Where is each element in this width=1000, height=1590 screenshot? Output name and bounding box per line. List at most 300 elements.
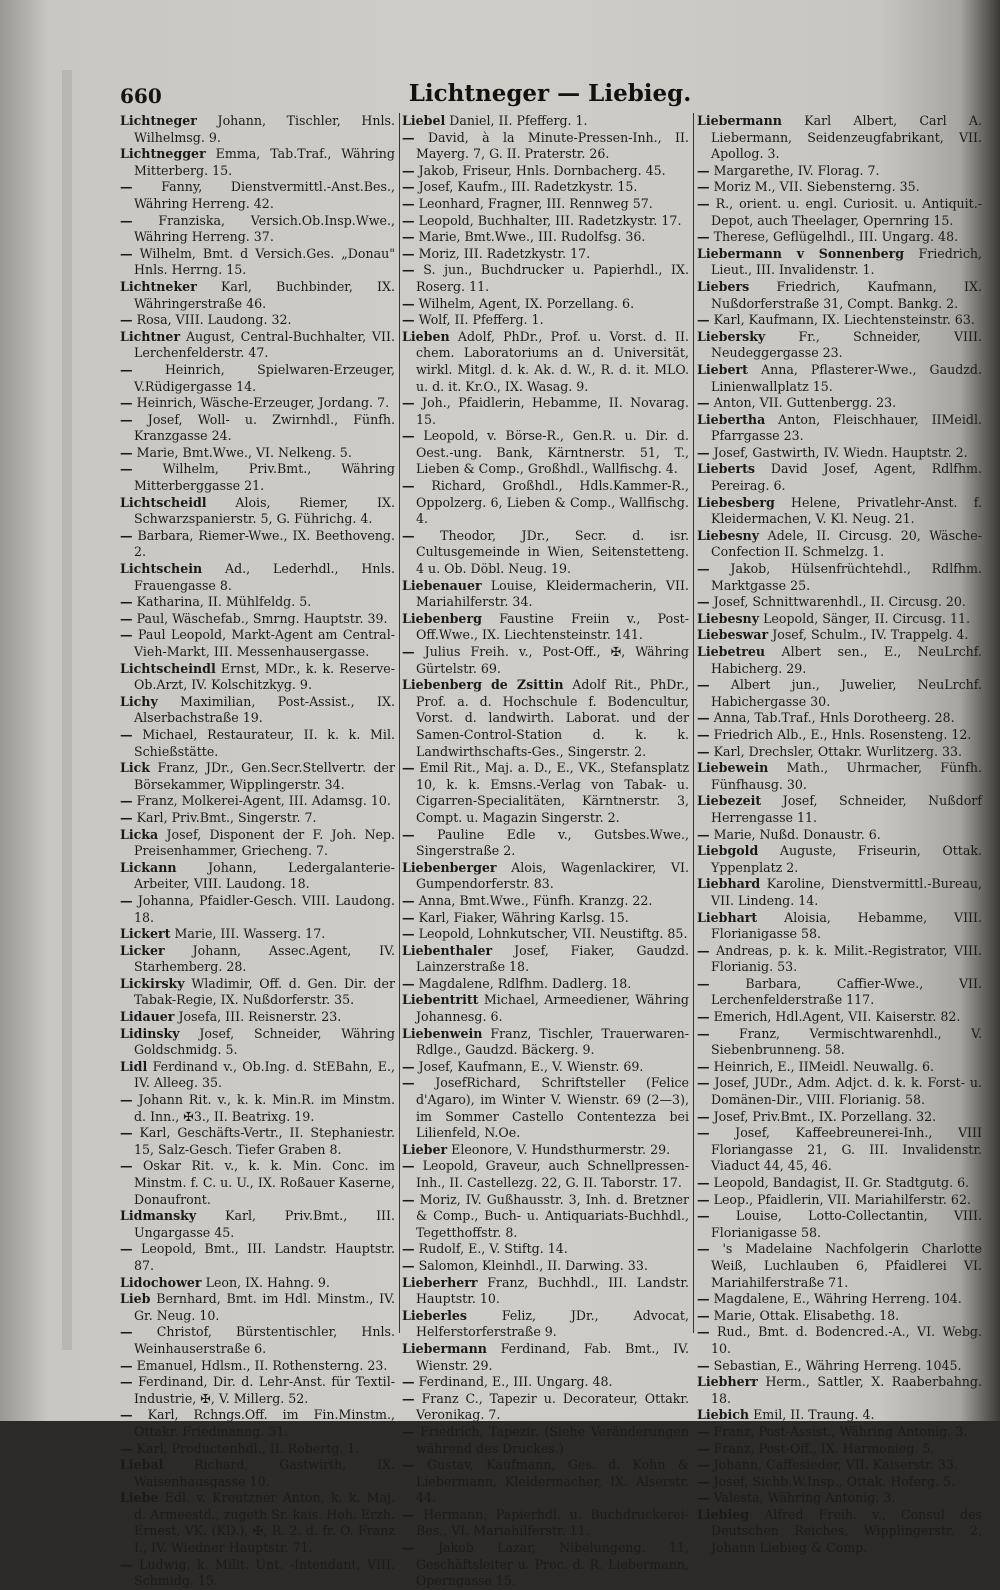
entry-details: Johann, Tischler, Hnls. Wilhelmsg. 9. (134, 113, 395, 145)
entry-name: Liebermann (697, 113, 782, 128)
directory-entry (120, 528, 395, 561)
entry-details: Franziska, Versich.Ob.Insp.Wwe., Währing Herreng. 37. (134, 212, 395, 245)
directory-entry (120, 727, 395, 760)
directory-entry (402, 578, 689, 611)
directory-entry (120, 312, 395, 329)
directory-entry (697, 1407, 982, 1424)
entry-name: Lickert (120, 926, 171, 942)
entry-name: Lieberherr (402, 1274, 478, 1290)
entry-details: Friedrich Alb., E., Hnls. Rosensteng. 12. (713, 726, 972, 742)
directory-entry (697, 1241, 982, 1291)
entry-name: — (402, 1241, 415, 1257)
directory-entry (697, 1026, 982, 1059)
entry-name: Liebal (120, 1457, 164, 1473)
entry-name: Licka (120, 826, 159, 842)
entry-name: Lieben (402, 328, 450, 344)
entry-details: Leopold, Sänger, II. Circusg. 11. (763, 610, 970, 626)
entry-details: Johann, Caffesieder, VII. Kaiserstr. 33. (713, 1457, 958, 1473)
entry-name: Lichtneger (120, 113, 197, 128)
entry-details: Anna, Tab.Traf., Hnls Dorotheerg. 28. (713, 710, 955, 726)
entry-name: Lichtner (120, 328, 181, 344)
entry-details: Heinrich, Spielwaren-Erzeuger, V.Rüdigergasse 14. (134, 361, 395, 394)
entry-details: Josefa, III. Reisnerstr. 23. (178, 1009, 342, 1025)
entry-details: Josef, Sichb.W.Insp., Ottak. Hoferg. 5. (713, 1473, 955, 1489)
directory-entry (402, 827, 689, 860)
directory-entry (120, 1026, 395, 1059)
entry-name: — (697, 179, 710, 195)
entry-details: Gustav, Kaufmann, Ges. d. Kohn & Liebermann, Kleidermacher, IX. Alserstr. 44. (416, 1457, 689, 1506)
entry-name: — (120, 1092, 133, 1108)
directory-entry (402, 1391, 689, 1424)
entry-details: Josef, Kaffeebreunerei-Inh., VIII Floriangasse 21, G. III. Invalidenstr. Viaduct 44, 45, 46. (711, 1125, 982, 1174)
entry-name: — (697, 726, 710, 742)
entry-details: Leopold, Bmt., III. Landstr. Hauptstr. 87. (134, 1241, 395, 1273)
directory-entry (697, 113, 982, 163)
directory-entry (697, 495, 982, 528)
entry-details: Anna, Bmt.Wwe., Fünfh. Kranzg. 22. (418, 892, 653, 908)
entry-details: Magdalene, Rdlfhm. Dadlerg. 18. (418, 975, 632, 991)
entry-details: Franz, Vermischtwarenhdl., V. Siebenbrunneng. 58. (711, 1025, 982, 1058)
entry-details: Friedrich, Tapezir. (Siehe Veränderungen während des Druckes.) (416, 1423, 689, 1456)
entry-name: — (697, 1357, 710, 1373)
directory-entry (120, 246, 395, 279)
entry-name: — (402, 1191, 415, 1207)
directory-entry (402, 1540, 689, 1590)
entry-details: Moriz, IV. Gußhausstr. 3, Inh. d. Bretzner & Comp., Buch- u. Antiquariats-Buchhdl., Tegetthoffstr. 8. (416, 1191, 689, 1240)
entry-details: Franz, Buchhdl., III. Landstr. Hauptstr. 10. (416, 1274, 689, 1307)
entry-details: Rud., Bmt. d. Bodencred.-A., VI. Webg. 10. (711, 1324, 982, 1356)
entry-name: — (402, 909, 415, 925)
directory-entry (697, 528, 982, 561)
entry-details: Marie, Bmt.Wwe., III. Rudolfsg. 36. (418, 229, 646, 245)
entry-name: — (697, 1058, 710, 1074)
directory-entry (120, 329, 395, 362)
entry-details: Wilhelm, Priv.Bmt., Währing Mitterberggasse 21. (134, 461, 395, 494)
entry-name: Lieb (120, 1291, 151, 1307)
entry-details: August, Central-Buchhalter, VII. Lerchenfelderstr. 47. (134, 328, 395, 361)
entry-name: — (120, 726, 133, 742)
entry-details: S. jun., Buchdrucker u. Papierhdl., IX. Roserg. 11. (416, 262, 689, 294)
entry-details: Josef, Fiaker, Gaudzd. Lainzerstraße 18. (416, 942, 689, 975)
entry-name: — (120, 1374, 133, 1390)
entry-details: Therese, Geflügelhdl., III. Ungarg. 48. (713, 229, 959, 245)
entry-name: Liebesny (697, 610, 760, 626)
entry-name: Lidl (120, 1058, 148, 1074)
directory-entry (697, 1075, 982, 1108)
entry-details: JosefRichard, Schriftsteller (Felice d'Agaro), im Winter V. Wienstr. 69 (2—3), im Sommer Castello Contentezza bei Lilienfeld, N.Oe. (416, 1075, 689, 1141)
directory-entry (697, 1474, 982, 1491)
entry-details: Emerich, Hdl.Agent, VII. Kaiserstr. 82. (713, 1009, 961, 1025)
directory-entry (697, 1175, 982, 1192)
entry-name: — (402, 892, 415, 908)
entry-name: Lidinsky (120, 1025, 180, 1041)
directory-entry (697, 1424, 982, 1441)
directory-entry (402, 760, 689, 826)
entry-name: — (402, 975, 415, 991)
entry-name: — (697, 826, 710, 842)
entry-details: Bernhard, Bmt. im Hdl. Minstm., IV. Gr. Neug. 10. (134, 1291, 395, 1323)
directory-entry (120, 1557, 395, 1590)
entry-details: Valesta, Währing Antonig. 3. (713, 1490, 896, 1506)
entry-name: — (120, 1556, 133, 1572)
directory-entry (697, 246, 982, 279)
directory-entry (697, 611, 982, 628)
entry-details: Albert sen., E., NeuLrchf. Habicherg. 29. (711, 644, 982, 676)
directory-entry (697, 362, 982, 395)
directory-entry (120, 461, 395, 494)
directory-entry (120, 1275, 395, 1292)
directory-entry (697, 412, 982, 445)
entry-name: — (697, 743, 710, 759)
directory-entry (697, 943, 982, 976)
entry-name: — (402, 1390, 415, 1406)
entry-name: — (120, 444, 133, 460)
entry-details: Sebastian, E., Währing Herreng. 1045. (713, 1357, 962, 1373)
entry-name: Lieberts (697, 461, 756, 477)
entry-name: — (120, 411, 133, 427)
directory-entry (697, 876, 982, 909)
entry-details: Karl, Productenhdl., II. Robertg. 1. (136, 1440, 360, 1456)
entry-name: — (697, 1307, 710, 1323)
entry-details: Leop., Pfaidlerin, VII. Mariahilferstr. 62. (713, 1191, 971, 1207)
directory-entry (120, 279, 395, 312)
directory-entry (402, 1457, 689, 1507)
directory-entry (697, 1192, 982, 1209)
entry-name: — (120, 1440, 133, 1456)
entry-details: Marie, Bmt.Wwe., VI. Nelkeng. 5. (136, 444, 352, 460)
directory-entry (697, 395, 982, 412)
entry-details: Karl, Priv.Bmt., III. Ungargasse 45. (134, 1208, 395, 1240)
directory-entry (120, 412, 395, 445)
directory-entry (120, 113, 395, 146)
directory-entry (697, 744, 982, 761)
binding-gutter (62, 70, 72, 1350)
entry-name: — (402, 395, 415, 411)
entry-name: Lidauer (120, 1009, 175, 1025)
directory-entry (120, 1324, 395, 1357)
entry-details: Johann, Ledergalanterie-Arbeiter, VIII. Laudong. 18. (134, 859, 395, 892)
entry-name: — (402, 926, 415, 942)
entry-details: Friedrich, Kaufmann, IX. Nußdorferstraße 31, Compt. Bankg. 2. (711, 278, 982, 311)
entry-name: Liebermann v Sonnenberg (697, 245, 905, 261)
entry-name: Lichtscheidl (120, 494, 207, 510)
entry-details: Wladimir, Off. d. Gen. Dir. der Tabak-Regie, IX. Nußdorferstr. 35. (134, 975, 395, 1008)
entry-name: Liebewein (697, 760, 769, 776)
directory-entry (120, 1457, 395, 1490)
entry-details: Karl, Drechsler, Ottakr. Wurlitzerg. 33. (713, 743, 963, 759)
entry-name: — (697, 561, 710, 577)
directory-entry (402, 246, 689, 263)
directory-entry (697, 760, 982, 793)
entry-name: — (120, 809, 133, 825)
directory-entry (402, 163, 689, 180)
entry-details: Fr., Schneider, VIII. Neudeggergasse 23. (711, 328, 982, 361)
entry-name: — (697, 975, 710, 991)
entry-details: Karl, Fiaker, Währing Karlsg. 15. (418, 909, 629, 925)
entry-name: Lidochower (120, 1274, 202, 1290)
entry-name: — (697, 710, 710, 726)
entry-details: Maximilian, Post-Assist., IX. Alserbachstraße 19. (134, 693, 395, 726)
entry-details: Feliz, JDr., Advocat, Helferstorferstraße 9. (416, 1307, 689, 1340)
entry-name: Liebherr (697, 1374, 758, 1390)
entry-name: — (120, 610, 133, 626)
entry-details: Anna, Pflasterer-Wwe., Gaudzd. Linienwallplatz 15. (711, 361, 982, 394)
directory-entry (402, 428, 689, 478)
entry-name: — (402, 760, 415, 776)
entry-details: Leonhard, Fragner, III. Rennweg 57. (418, 195, 653, 211)
entry-name: — (402, 179, 415, 195)
entry-name: Lichtnegger (120, 146, 206, 162)
entry-name: Liebhard (697, 876, 761, 892)
directory-entry (402, 312, 689, 329)
entry-name: Lieberles (402, 1307, 467, 1323)
entry-name: — (697, 395, 710, 411)
directory-entry (697, 1291, 982, 1308)
directory-entry (697, 329, 982, 362)
entry-name: Liebgold (697, 843, 759, 859)
entry-details: Emil Rit., Maj. a. D., E., VK., Stefansplatz 10, k. k. Emsns.-Verlag von Tabak- u. Cigarren-Specialitäten, Kärntnerstr. 3, Compt. u. Magazin Singerstr. 2. (416, 760, 690, 825)
directory-entry (120, 661, 395, 694)
entry-details: Wilhelm, Agent, IX. Porzellang. 6. (418, 295, 635, 311)
directory-entry (402, 395, 689, 428)
entry-name: — (120, 627, 133, 643)
directory-entry (120, 627, 395, 660)
entry-name: — (697, 1025, 710, 1041)
directory-entry (697, 1358, 982, 1375)
entry-name: Liebich (697, 1407, 750, 1423)
directory-entry (697, 1324, 982, 1357)
directory-entry (402, 1241, 689, 1258)
entry-name: — (402, 162, 415, 178)
entry-name: — (120, 361, 133, 377)
entry-name: — (697, 1191, 710, 1207)
directory-entry (697, 229, 982, 246)
entry-details: Heinrich, E., IIMeidl. Neuwallg. 6. (713, 1058, 935, 1074)
directory-entry (120, 1291, 395, 1324)
entry-name: — (120, 1158, 133, 1174)
directory-entry (697, 910, 982, 943)
entry-name: Liebenberg (402, 610, 482, 626)
directory-entry (697, 279, 982, 312)
directory-entry (120, 1374, 395, 1407)
entry-details: Alfred Freih. v., Consul des Deutschen Reiches, Wipplingerstr. 2, Johann Liebieg & Comp. (711, 1506, 982, 1556)
entry-details: Anton, VII. Guttenbergg. 23. (713, 395, 897, 411)
directory-entry (697, 627, 982, 644)
directory-entry (697, 1490, 982, 1507)
entry-name: Lieber (402, 1141, 448, 1157)
entry-details: Emma, Tab.Traf., Währing Mitterberg. 15. (134, 146, 395, 178)
entry-details: Leon, IX. Hahng. 9. (205, 1274, 330, 1290)
entry-details: Alois, Wagenlackirer, VI. Gumpendorferstr. 83. (416, 859, 689, 892)
page-number: 660 (120, 84, 162, 108)
entry-details: Aloisia, Hebamme, VIII. Florianigasse 58. (711, 909, 982, 942)
entry-details: Ad., Lederhdl., Hnls. Frauengasse 8. (134, 561, 395, 593)
entry-name: Lichy (120, 693, 158, 709)
directory-entry (402, 893, 689, 910)
directory-entry (120, 827, 395, 860)
entry-name: — (697, 162, 710, 178)
directory-entry (402, 976, 689, 993)
entry-details: Heinrich, Wäsche-Erzeuger, Jordang. 7. (136, 395, 390, 411)
entry-details: Marie, III. Wasserg. 17. (174, 926, 326, 942)
entry-name: Licker (120, 942, 165, 958)
entry-details: Anton, Fleischhauer, IIMeidl. Pfarrgasse 23. (711, 411, 982, 444)
directory-entry (697, 710, 982, 727)
directory-entry (697, 594, 982, 611)
entry-details: Josef, Kaufm., III. Radetzkystr. 15. (418, 179, 638, 195)
page-header (120, 80, 980, 110)
entry-name: — (697, 1241, 710, 1257)
entry-name: — (120, 212, 133, 228)
directory-entry (120, 213, 395, 246)
entry-name: Liebetreu (697, 644, 766, 659)
entry-details: Josef, Schneider, Währing Goldschmidg. 5. (134, 1025, 395, 1058)
directory-entry (120, 146, 395, 179)
entry-details: Alois, Riemer, IX. Schwarzspanierstr. 5, G. Führichg. 4. (134, 494, 395, 527)
entry-details: Franz C., Tapezir u. Decorateur, Ottakr. Veronikag. 7. (416, 1390, 689, 1423)
directory-entry (402, 943, 689, 976)
entry-name: — (402, 212, 415, 228)
directory-entry (120, 793, 395, 810)
entry-name: — (402, 129, 415, 145)
entry-details: Johanna, Pfaidler-Gesch. VIII. Laudong. 18. (134, 892, 395, 925)
directory-entry (402, 1026, 689, 1059)
entry-name: — (697, 229, 710, 245)
entry-details: Margarethe, IV. Florag. 7. (713, 162, 880, 178)
entry-name: — (120, 1357, 133, 1373)
entry-name: — (120, 395, 133, 411)
directory-entry (120, 860, 395, 893)
directory-entry (697, 727, 982, 744)
entry-name: — (120, 793, 133, 809)
directory-entry (402, 329, 689, 395)
directory-entry (402, 296, 689, 313)
entry-details: Fanny, Dienstvermittl.-Anst.Bes., Währing Herreng. 42. (134, 179, 395, 211)
entry-name: Liebenwein (402, 1025, 483, 1041)
entry-name: Liebertha (697, 411, 766, 427)
directory-entry (697, 793, 982, 826)
entry-details: Leopold, Graveur, auch Schnellpressen-Inh., II. Castellezg. 22, G. II. Taborstr. 17. (416, 1158, 689, 1190)
entry-details: Theodor, JDr., Secr. d. isr. Cultusgemeinde in Wien, Seitenstetteng. 4 u. Ob. Döbl. Neug. 19. (416, 527, 689, 577)
entry-details: Barbara, Riemer-Wwe., IX. Beethoveng. 2. (134, 527, 395, 560)
directory-entry (402, 1308, 689, 1341)
directory-entry (697, 1308, 982, 1325)
entry-name: — (402, 1506, 415, 1522)
entry-name: — (120, 245, 133, 261)
entry-name: — (402, 262, 415, 278)
directory-entry (697, 445, 982, 462)
directory-entry (402, 644, 689, 677)
directory-entry (697, 561, 982, 594)
entry-details: Ferdinand, Dir. d. Lehr-Anst. für Textil-Industrie, ✠, V. Millerg. 52. (134, 1374, 395, 1406)
entry-name: — (402, 1058, 415, 1074)
entry-details: Moriz M., VII. Siebensterng. 35. (713, 179, 920, 195)
entry-details: Adolf Rit., PhDr., Prof. a. d. Hochschule f. Bodencultur, Vorst. d. landwirth. Laborat. und der Samen-Control-Station d. k. k. Landwirthschafts-Ges., Singerstr. 2. (416, 677, 689, 759)
directory-entry (697, 1507, 982, 1557)
entry-name: — (697, 1490, 710, 1506)
entry-details: Karl, Priv.Bmt., Singerstr. 7. (136, 809, 317, 825)
entry-details: Adele, II. Circusg. 20, Wäsche-Confection II. Schmelzg. 1. (711, 527, 982, 560)
entry-details: Michael, Restaurateur, II. k. k. Mil. Schießstätte. (134, 726, 395, 759)
entry-name: — (697, 1175, 710, 1190)
directory-entry (120, 495, 395, 528)
directory-entry (402, 910, 689, 927)
entry-details: Auguste, Friseurin, Ottak. Yppenplatz 2. (711, 843, 982, 875)
directory-entry (402, 677, 689, 760)
entry-details: Friedrich, Lieut., III. Invalidenstr. 1. (711, 245, 982, 278)
directory-entry (697, 827, 982, 844)
entry-name: — (402, 826, 415, 842)
entry-name: — (697, 1075, 710, 1091)
entry-details: Franz, Tischler, Trauerwaren-Rdlge., Gaudzd. Bäckerg. 9. (416, 1025, 689, 1058)
entry-details: Ferdinand, E., III. Ungarg. 48. (418, 1374, 613, 1390)
entry-name: Lickirsky (120, 975, 185, 991)
entry-details: Leopold, Lohnkutscher, VII. Neustiftg. 85. (418, 926, 688, 942)
directory-entry (402, 196, 689, 213)
entry-details: Rosa, VIII. Laudong. 32. (136, 312, 292, 328)
directory-entry (697, 843, 982, 876)
entry-details: Karl, Rchngs.Off. im Fin.Minstm., Ottakr. Friedmanng. 51. (134, 1407, 395, 1439)
directory-entry (697, 1208, 982, 1241)
directory-entry (697, 1441, 982, 1458)
entry-details: Pauline Edle v., Gutsbes.Wwe., Singerstraße 2. (416, 826, 689, 859)
directory-entry (120, 1241, 395, 1274)
directory-entry (697, 1109, 982, 1126)
entry-details: Franz, Molkerei-Agent, III. Adamsg. 10. (136, 793, 391, 809)
entry-name: — (402, 1257, 415, 1273)
directory-entry (402, 1341, 689, 1374)
entry-details: Herm., Sattler, X. Raaberbahng. 18. (711, 1374, 982, 1406)
entry-name: — (697, 1473, 710, 1489)
directory-entry (402, 1258, 689, 1275)
entry-name: — (402, 229, 415, 245)
directory-entry (402, 113, 689, 130)
entry-name: — (120, 1241, 133, 1257)
entry-name: Liebesny (697, 527, 760, 543)
entry-name: — (697, 1125, 710, 1141)
entry-details: Josef, Disponent der F. Joh. Nep. Preisenhammer, Griecheng. 7. (134, 826, 395, 859)
column-3 (697, 113, 982, 1556)
directory-entry (120, 1009, 395, 1026)
entry-name: Liebenberg de Zsittin (402, 677, 564, 693)
entry-name: — (120, 1407, 133, 1423)
entry-details: Magdalene, E., Währing Herreng. 104. (713, 1291, 962, 1307)
entry-details: Louise, Lotto-Collectantin, VIII. Florianigasse 58. (711, 1208, 982, 1240)
directory-entry (120, 1407, 395, 1440)
column-2 (402, 113, 690, 1589)
entry-name: — (402, 1075, 415, 1091)
directory-entry (697, 179, 982, 196)
directory-entry (120, 1092, 395, 1125)
entry-details: Franz, Post-Off., IX. Harmonieg. 5. (713, 1440, 935, 1456)
directory-entry (402, 1507, 689, 1540)
entry-details: Barbara, Caffier-Wwe., VII. Lerchenfelderstraße 117. (711, 975, 982, 1008)
entry-details: Marie, Ottak. Elisabethg. 18. (713, 1307, 900, 1323)
entry-details: Franz, JDr., Gen.Secr.Stellvertr. der Börsekammer, Wipplingerstr. 34. (134, 760, 395, 792)
entry-details: Salomon, Kleinhdl., II. Darwing. 33. (418, 1257, 648, 1273)
entry-name: — (697, 594, 710, 610)
directory-entry (402, 611, 689, 644)
directory-entry (120, 1125, 395, 1158)
entry-details: Joh., Pfaidlerin, Hebamme, II. Novarag. 15. (416, 395, 689, 427)
directory-entry (120, 760, 395, 793)
entry-details: Leopold, v. Börse-R., Gen.R. u. Dir. d. Oest.-ung. Bank, Kärntnerstr. 51, T., Lieben & Comp., Großhdl., Wallfischg. 4. (416, 428, 689, 477)
entry-name: — (402, 295, 415, 311)
entry-name: Lickann (120, 859, 177, 875)
directory-entry (120, 395, 395, 412)
entry-details: Karl Albert, Carl A. Liebermann, Seidenzeugfabrikant, VII. Apollog. 3. (711, 113, 982, 162)
entry-name: Liebhart (697, 909, 758, 925)
